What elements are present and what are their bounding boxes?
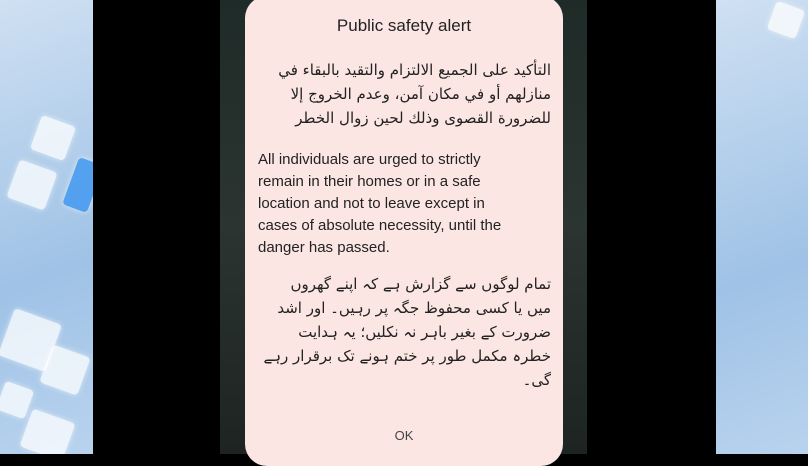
urdu-line: گی۔ <box>522 371 551 389</box>
english-line: remain in their homes or in a safe <box>258 173 481 190</box>
urdu-message <box>257 272 551 392</box>
urdu-line: ضرورت کے بغیر باہر نہ نکلیں؛ یہ ہدایت <box>298 323 551 341</box>
public-safety-alert-dialog <box>245 0 563 466</box>
background-left-panel <box>0 0 93 454</box>
arabic-line: التأكيد على الجميع الالتزام والتقيد بالبقاء في <box>278 61 551 79</box>
decorative-cube <box>20 409 76 454</box>
decorative-cube <box>0 381 34 419</box>
urdu-line: خطرہ مکمل طور پر ختم ہونے تک برقرار رہے <box>263 347 551 365</box>
english-line: location and not to leave except in <box>258 195 485 212</box>
ok-button[interactable]: OK <box>394 428 414 443</box>
arabic-line: منازلهم أو في مكان آمن، وعدم الخروج إلا <box>290 85 551 103</box>
english-line: All individuals are urged to strictly <box>258 151 481 168</box>
decorative-cube <box>30 115 76 161</box>
english-line: cases of absolute necessity, until the <box>258 217 502 234</box>
decorative-cube <box>62 157 93 213</box>
dialog-title: Public safety alert <box>336 16 472 35</box>
decorative-cube <box>6 159 57 210</box>
english-message <box>258 149 551 259</box>
background-right-panel <box>716 0 808 454</box>
urdu-line: تمام لوگوں سے گزارش ہے کہ اپنے گھروں <box>290 275 551 293</box>
english-line: danger has passed. <box>258 239 390 256</box>
arabic-line: للضرورة القصوى وذلك لحين زوال الخطر <box>295 109 551 127</box>
decorative-cube <box>767 1 805 39</box>
urdu-line: میں یا کسی محفوظ جگہ پر رہیں۔ اور اشد <box>277 299 551 317</box>
arabic-message <box>257 58 551 130</box>
